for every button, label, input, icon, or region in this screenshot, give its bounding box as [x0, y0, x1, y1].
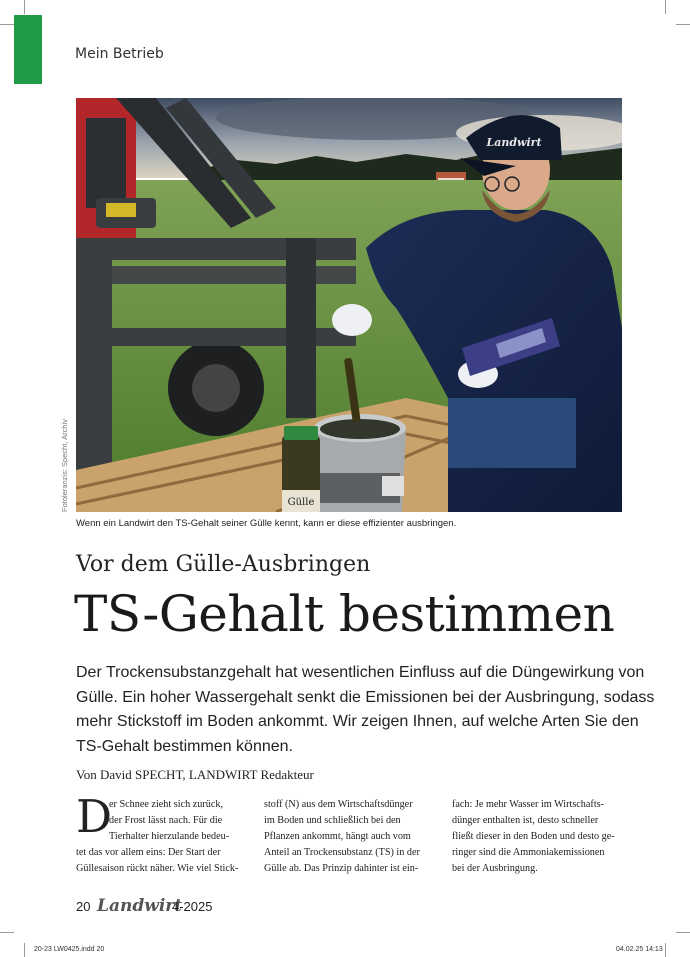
body-line: ringer sind die Ammoniakemissionen: [452, 847, 605, 858]
body-column-2: [264, 797, 434, 877]
section-color-tab: [14, 15, 42, 84]
body-line: tet das vor allem eins: Der Start der: [76, 847, 221, 858]
article-byline: Von David SPECHT, LANDWIRT Redakteur: [76, 767, 314, 782]
lead-line: Der Trockensubstanzgehalt hat wesentlichen Einfluss auf die Düngewirkung von: [76, 664, 645, 681]
cap-logo: Landwirt: [486, 136, 542, 149]
print-slug-file: 20-23 LW0425.indd 20: [34, 946, 105, 953]
photo-credit: Fotoleranzis: Specht, Archiv: [60, 419, 69, 512]
section-label: Mein Betrieb: [75, 46, 164, 62]
body-line: bei der Ausbringung.: [452, 863, 538, 874]
body-line: der Frost lässt nach. Für die: [109, 815, 223, 826]
article-photo: [76, 98, 622, 512]
body-line: Anteil an Trockensubstanz (TS) in der: [264, 847, 420, 858]
body-column-1: [76, 797, 246, 877]
crop-mark: [676, 932, 690, 933]
print-slug-date: 04.02.25 14:13: [616, 946, 663, 953]
body-line: er Schnee zieht sich zurück,: [109, 799, 223, 810]
body-line: Güllesaison rückt näher. Wie viel Stick-: [76, 863, 239, 874]
crop-mark: [24, 0, 25, 14]
lead-line: TS-Gehalt bestimmen können.: [76, 737, 293, 755]
body-line: stoff (N) aus dem Wirtschaftsdünger: [264, 799, 413, 810]
article-lead: [76, 661, 655, 759]
photo-caption: Wenn ein Landwirt den TS-Gehalt seiner Gülle kennt, kann er diese effizienter ausbringen.: [76, 518, 457, 529]
crop-mark: [665, 0, 666, 14]
drop-cap: D: [76, 790, 113, 843]
crop-mark: [676, 24, 690, 25]
issue-number: 4-2025: [172, 899, 213, 914]
crop-mark: [0, 24, 14, 25]
body-line: Tierhalter hierzulande bedeu-: [109, 831, 230, 842]
body-line: fach: Je mehr Wasser im Wirtschafts-: [452, 799, 605, 810]
body-line: im Boden und schließlich bei den: [264, 815, 401, 826]
body-line: Gülle ab. Das Prinzip dahinter ist ein-: [264, 863, 419, 874]
page-number: 20: [76, 899, 91, 914]
crop-mark: [665, 943, 666, 957]
crop-mark: [0, 932, 14, 933]
article-headline: TS-Gehalt bestimmen: [74, 585, 615, 643]
body-line: fließt dieser in den Boden und desto ge-: [452, 831, 615, 842]
crop-mark: [24, 943, 25, 957]
photo-illustration: [76, 98, 622, 512]
body-line: Pflanzen ankommt, hängt auch vom: [264, 831, 411, 842]
body-line: dünger enthalten ist, desto schneller: [452, 815, 599, 826]
lead-line: Gülle. Ein hoher Wassergehalt senkt die Emissionen bei der Ausbringung, sodass: [76, 688, 655, 706]
jar-label: Gülle: [287, 497, 315, 508]
lead-line: mehr Stickstoff im Boden ankommt. Wir zeigen Ihnen, auf welche Arten Sie den: [76, 713, 639, 730]
body-column-3: [452, 797, 622, 877]
article-kicker: Vor dem Gülle-Ausbringen: [76, 552, 371, 577]
magazine-logo: Landwirt: [97, 896, 183, 916]
